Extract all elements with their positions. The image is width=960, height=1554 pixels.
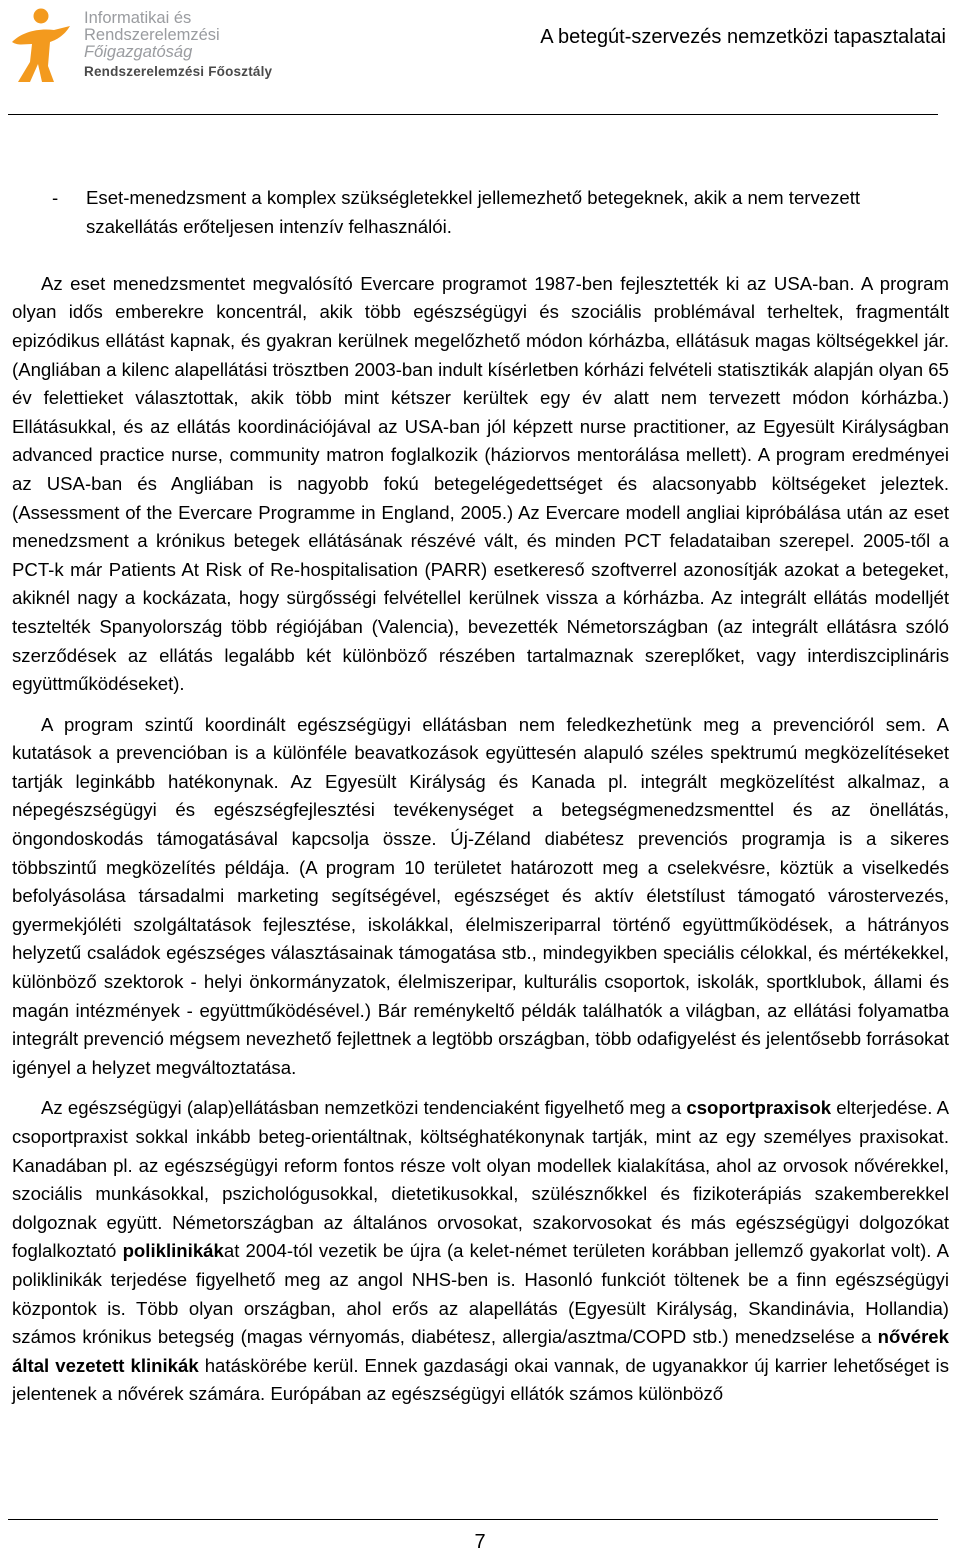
bold-term-group-practice: csoportpraxisok: [686, 1097, 832, 1119]
page-number: 7: [474, 1531, 486, 1553]
person-figure-icon: [8, 6, 78, 86]
org-line-1: Informatikai és: [84, 9, 192, 27]
bold-term-polyclinics: poliklinikák: [122, 1240, 224, 1262]
bullet-text: Eset-menedzsment a komplex szükségletekkel jellemezhető betegeknek, akik a nem tervezett szakellátás erőteljesen intenzív felhasználói.: [86, 187, 861, 237]
org-line-3: Főigazgatóság: [84, 43, 193, 61]
org-line-2: Rendszerelemzési: [84, 26, 220, 44]
bold-term-nurse-led-clinics: nővérek által vezetett klinikák: [12, 1326, 949, 1376]
text-run: elterjedése. A csoportpraxist sokkal inkább beteg-orientáltnak, költséghatékonynak tartják, mint az egy személyes praxisokat. Kanadában pl. az egészségügyi reform fontos része volt olyan modellek kialakítása, ahol az orvosok nővérekkel, szociális munkásokkal, pszichológusokkal, dietetikusokkal, szülésznőkkel és fizikoterápiás szakemberekkel dolgoznak együtt. Németországban az általános orvosokat, szakorvosokat és más egészségügyi dolgozókat foglalkoztató: [12, 1097, 949, 1262]
text-run: Az egészségügyi (alap)ellátásban nemzetközi tendenciaként figyelhető meg a: [41, 1097, 687, 1119]
document-title: A betegút-szervezés nemzetközi tapasztalatai: [540, 26, 946, 48]
paragraph-group-practice: [12, 1094, 949, 1409]
list-item: [12, 184, 949, 241]
paragraph-prevention: A program szintű koordinált egészségügyi ellátásban nem feledkezhetünk meg a prevencióról sem. A kutatások a prevencióban is a különféle beavatkozások együttesén alapuló széles spektrumú megközelítéseket tartják leginkább hatékonynak. Az Egyesült Királyság és Kanada pl. integrált megközelítést alkalmaz, a népegészségügyi és egészségfejlesztési tevékenységet a betegségmenedzsmenttel és az önellátás, öngondoskodás támogatásával kapcsolja össze. Új-Zéland diabétesz prevenciós programja is a sikeres többszintű megközelítés példája. (A program 10 területet határozott meg a cselekvésre, köztük a viselkedés befolyásolása társadalmi marketing segítségével, egészséget és aktív életstílust támogató várostervezés, gyermekjóléti szolgáltatások fejlesztése, iskolákkal, élelmiszeriparral történő együttműködések, a hátrányos helyzetű családok egészséges választásainak támogatása stb., mindegyikben speciális célokkal, és mértékekkel, különböző szektorok - helyi önkormányzatok, élelmiszeripar, kulturális csoportok, iskolák, sportklubok, állami és magán intézmények - együttműködésével.) Bár reménykeltő példák találhatók a világban, az ellátási folyamatba integrált prevenció mégsem nevezhető fejlettnek a legtöbb országban, több odafigyelést és jelentősebb forrásokat igényel a helyzet megváltoztatása.: [12, 713, 949, 1078]
text-run: at 2004-tól vezetik be újra (a kelet-német területen korábban jellemző gyakorlat volt). A poliklinikák terjedése figyelhető meg az angol NHS-ben is. Hasonló funkciót töltenek be a finn egészségügyi központok is. Több olyan országban, ahol erős az alapellátás (Egyesült Királyság, Skandinávia, Hollandia) számos krónikus betegség (magas vérnyomás, diabétesz, allergia/asztma/COPD stb.) menedzselése a: [12, 1240, 949, 1348]
header-divider: [8, 114, 938, 115]
footer-divider: [8, 1519, 938, 1520]
page-header: [0, 0, 960, 112]
bullet-dash: -: [52, 187, 59, 208]
organization-name: [84, 10, 220, 61]
organization-logo: [8, 6, 338, 86]
document-body: [12, 184, 949, 1409]
department-name: Rendszerelemzési Főosztály: [84, 64, 273, 79]
paragraph-evercare: Az eset menedzsmentet megvalósító Evercare programot 1987-ben fejlesztették ki az USA-ban. A program olyan idős emberekre koncentrál, akik több egészségügyi és szociális problémával terheltek, fragmentált epizódikus ellátást kapnak, és gyakran kerülnek megelőzhető módon kórházba, ellátásuk magas költségekkel jár. (Angliában a kilenc alapellátási trösztben 2003-ban indult kísérletben kórházi felvételi statisztikák alapján olyan 65 év felettieket választottak, akik több mint kétszer kerültek egy év alatt nem tervezett módon kórházba.) Ellátásukkal, és az ellátás koordinációjával az USA-ban jól képzett nurse practitioner, az Egyesült Királyságban advanced practice nurse, community matron foglalkozik (háziorvos mentorálása mellett). A program eredményei az USA-ban és Angliában is nagyobb fokú betegelégedettséget és alacsonyabb költségeket jeleztek. (Assessment of the Evercare Programme in England, 2005.) Az Evercare modell angliai kipróbálása után az eset menedzsment a krónikus betegek ellátásának részévé vált, és minden PCT feladataiban szerepel. 2005-től a PCT-k már Patients At Risk of Re-hospitalisation (PARR) esetkereső szoftverrel azonosítják azokat a betegeket, akiknél nagy a kockázata, hogy sürgősségi felvétellel kerülnek vissza a kórházba. Az integrált ellátás modelljét tesztelték Spanyolország több régiójában (Valencia), bevezették Németországban (az integrált ellátásra szóló szerződések az ellátás legalább két különböző részében tartalmaznak szereplőket, vagy interdiszciplináris együttműködéseket).: [12, 272, 949, 695]
text-run: hatáskörébe kerül. Ennek gazdasági okai vannak, de ugyanakkor új karrier lehetőséget is jelentenek a nővérek számára. Európában az egészségügyi ellátók számos különböző: [12, 1354, 949, 1405]
